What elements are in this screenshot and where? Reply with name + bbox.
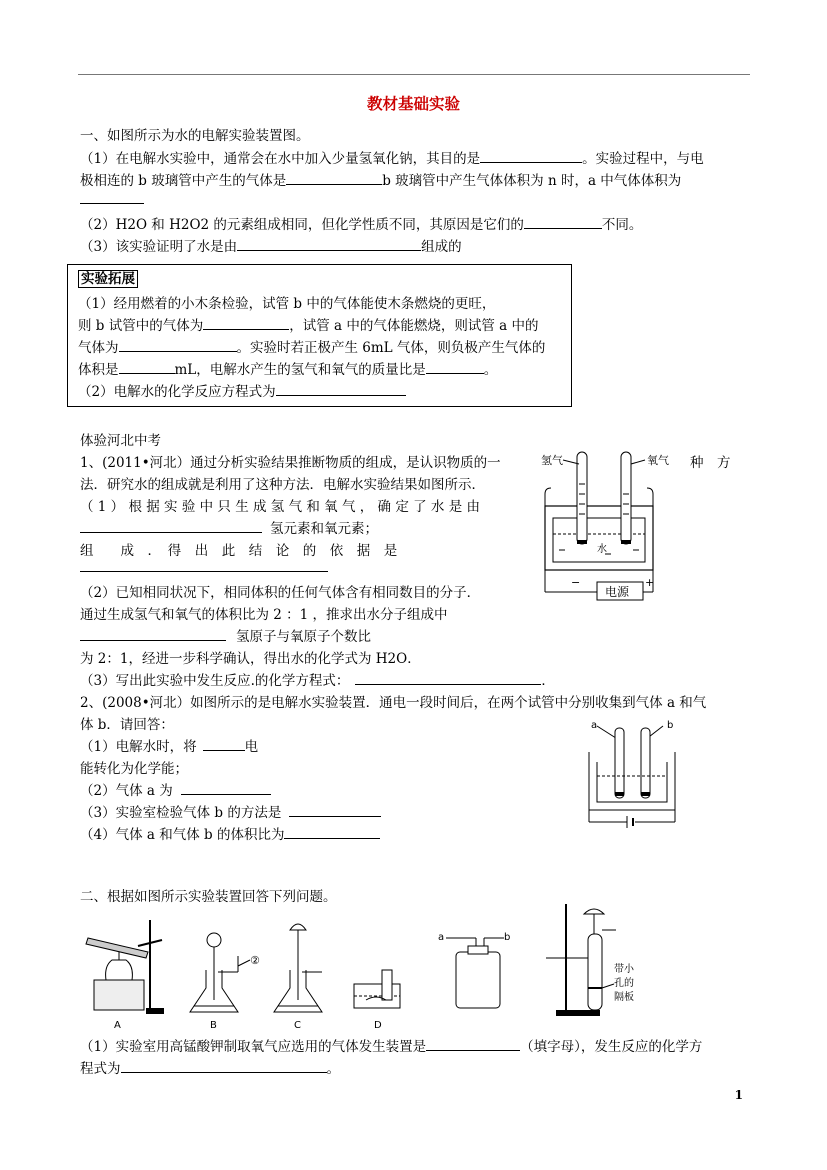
plus-sign: +: [645, 576, 655, 589]
s2-p1-line1-end: 种 方: [690, 455, 731, 471]
answer-blank[interactable]: [426, 361, 484, 374]
answer-blank[interactable]: [119, 361, 175, 374]
s1-q1-line2: 极相连的 b 玻璃管中产生的气体是 b 玻璃管中产生气体体积为 n 时，a 中气体体积为: [80, 173, 682, 189]
answer-blank[interactable]: [237, 238, 421, 251]
hydrogen-label: 氢气: [541, 454, 563, 467]
s2-p2-line4: 为 2：1，经进一步科学确认，得出水的化学式为 H2O．: [80, 651, 421, 667]
gas-bottle-port-a: a: [438, 932, 445, 943]
answer-blank[interactable]: [119, 339, 237, 352]
answer-blank[interactable]: [121, 1060, 327, 1073]
s2-p2-line3: 氢原子与氧原子个数比: [80, 625, 371, 645]
apparatus-f: [546, 904, 635, 1016]
s2-p1-line3: （ 1 ） 根 据 实 验 中 只 生 成 氢 气 和 氧 气 ， 确 定 了 水 是 由: [80, 499, 480, 515]
s2-p1-line6: [80, 559, 328, 576]
power-label: 电源: [605, 585, 630, 599]
answer-blank[interactable]: [80, 628, 226, 641]
answer-blank[interactable]: [426, 1038, 520, 1051]
answer-blank[interactable]: [480, 150, 582, 163]
box-line3: 气体为 。实验时若正极产生 6mL 气体，则负极产生气体的: [78, 340, 546, 356]
answer-blank[interactable]: [284, 826, 380, 839]
s2-p3-line: （3）写出此实验中发生反应.的化学方程式： ．: [80, 673, 555, 689]
s2-q2-line3: （1）电解水时，将 电: [80, 739, 259, 755]
answer-blank[interactable]: [289, 804, 381, 817]
answer-blank[interactable]: [276, 383, 406, 396]
electrolysis-diagram-2: [583, 714, 693, 830]
gas-bottle-port-b: b: [504, 932, 511, 943]
f-note-3: 隔板: [614, 992, 634, 1003]
s3-q1-line2: 程式为 。: [80, 1061, 340, 1077]
s1-q1-line3: [80, 191, 144, 208]
mark-2: ②: [250, 954, 260, 967]
s2-p1-line5: 组 成 ． 得 出 此 结 论 的 依 据 是: [80, 543, 398, 559]
s2-q2-line7: （4）气体 a 和气体 b 的体积比为: [80, 823, 380, 843]
page-title: 教材基础实验: [366, 94, 460, 113]
apparatus-c: [274, 924, 322, 1031]
section2-heading: 体验河北中考: [80, 433, 161, 449]
s3-q1-line1: （1）实验室用高锰酸钾制取氧气应选用的气体发生装置是 （填字母），发生反应的化学方: [80, 1039, 703, 1055]
s2-p1-line2: 法．研究水的组成就是利用了这种方法．电解水实验结果如图所示．: [80, 477, 485, 493]
minus-sign: −: [571, 576, 581, 589]
apparatus-a: [86, 920, 164, 1031]
answer-blank[interactable]: [80, 191, 144, 204]
apparatus-b: [190, 933, 260, 1031]
f-note-2: 孔的: [614, 978, 634, 989]
answer-blank[interactable]: [80, 559, 328, 572]
water-label: 水: [597, 544, 607, 555]
answer-blank[interactable]: [80, 520, 262, 533]
answer-blank[interactable]: [355, 672, 541, 685]
box-label: 实验拓展: [78, 270, 138, 288]
answer-blank[interactable]: [181, 782, 271, 795]
section3-heading: 二、根据如图所示实验装置回答下列问题。: [80, 889, 337, 905]
box-line4: 体积是 mL，电解水产生的氢气和氧气的质量比是 。: [78, 362, 498, 378]
apparatus-d: [354, 970, 400, 1031]
label-d: D: [374, 1020, 382, 1031]
s2-q2-line1: 2、(2008•河北）如图所示的是电解水实验装置．通电一段时间后，在两个试管中分别收集到气体 a 和气: [80, 695, 707, 711]
s2-p2-line2: 通过生成氢气和氧气的体积比为 2 ：1 ，推求出水分子组成中: [80, 607, 448, 623]
box-line1: （1）经用燃着的小木条检验，试管 b 中的气体能使木条燃烧的更旺，: [78, 296, 496, 312]
s1-q2-line: （2）H2O 和 H2O2 的元素组成相同，但化学性质不同，其原因是它们的 不同。: [80, 217, 643, 233]
s1-q1-line1: （1）在电解水实验中，通常会在水中加入少量氢氧化钠，其目的是 。实验过程中，与电: [80, 151, 704, 167]
oxygen-label: 氧气: [647, 454, 669, 467]
s2-p2-line1: （2）已知相同状况下，相同体积的任何气体含有相同数目的分子．: [80, 585, 481, 601]
s2-q2-line6: （3）实验室检验气体 b 的方法是: [80, 801, 381, 821]
gas-a-label: a: [591, 720, 598, 731]
label-c: C: [294, 1020, 301, 1031]
answer-blank[interactable]: [524, 216, 602, 229]
label-a: A: [114, 1020, 121, 1031]
apparatus-e: [438, 932, 510, 1008]
box-line2: 则 b 试管中的气体为 ，试管 a 中的气体能燃烧，则试管 a 中的: [78, 318, 539, 334]
section1-heading: 一、如图所示为水的电解实验装置图。: [80, 128, 310, 144]
s2-q2-line5: （2）气体 a 为: [80, 779, 271, 799]
answer-blank[interactable]: [203, 738, 245, 751]
label-b: B: [210, 1020, 217, 1031]
apparatus-figure: [76, 900, 676, 1034]
page-number: 1: [734, 1088, 743, 1102]
answer-blank[interactable]: [203, 317, 289, 330]
box-line5: （2）电解水的化学反应方程式为: [78, 380, 406, 400]
answer-blank[interactable]: [286, 172, 382, 185]
s1-q3-line: （3）该实验证明了水是由 组成的: [80, 239, 462, 255]
header-rule: [78, 74, 750, 75]
gas-b-label: b: [667, 720, 674, 731]
s2-q2-line4: 能转化为化学能；: [80, 761, 188, 777]
electrolysis-diagram: [535, 444, 675, 604]
s2-q2-line2: 体 b．请回答：: [80, 717, 174, 733]
s2-p1-line1: 1、(2011•河北）通过分析实验结果推断物质的组成，是认识物质的一: [80, 455, 501, 471]
f-note-1: 带小: [614, 964, 634, 975]
s2-p1-line4: 氢元素和氧元素；: [80, 517, 378, 537]
